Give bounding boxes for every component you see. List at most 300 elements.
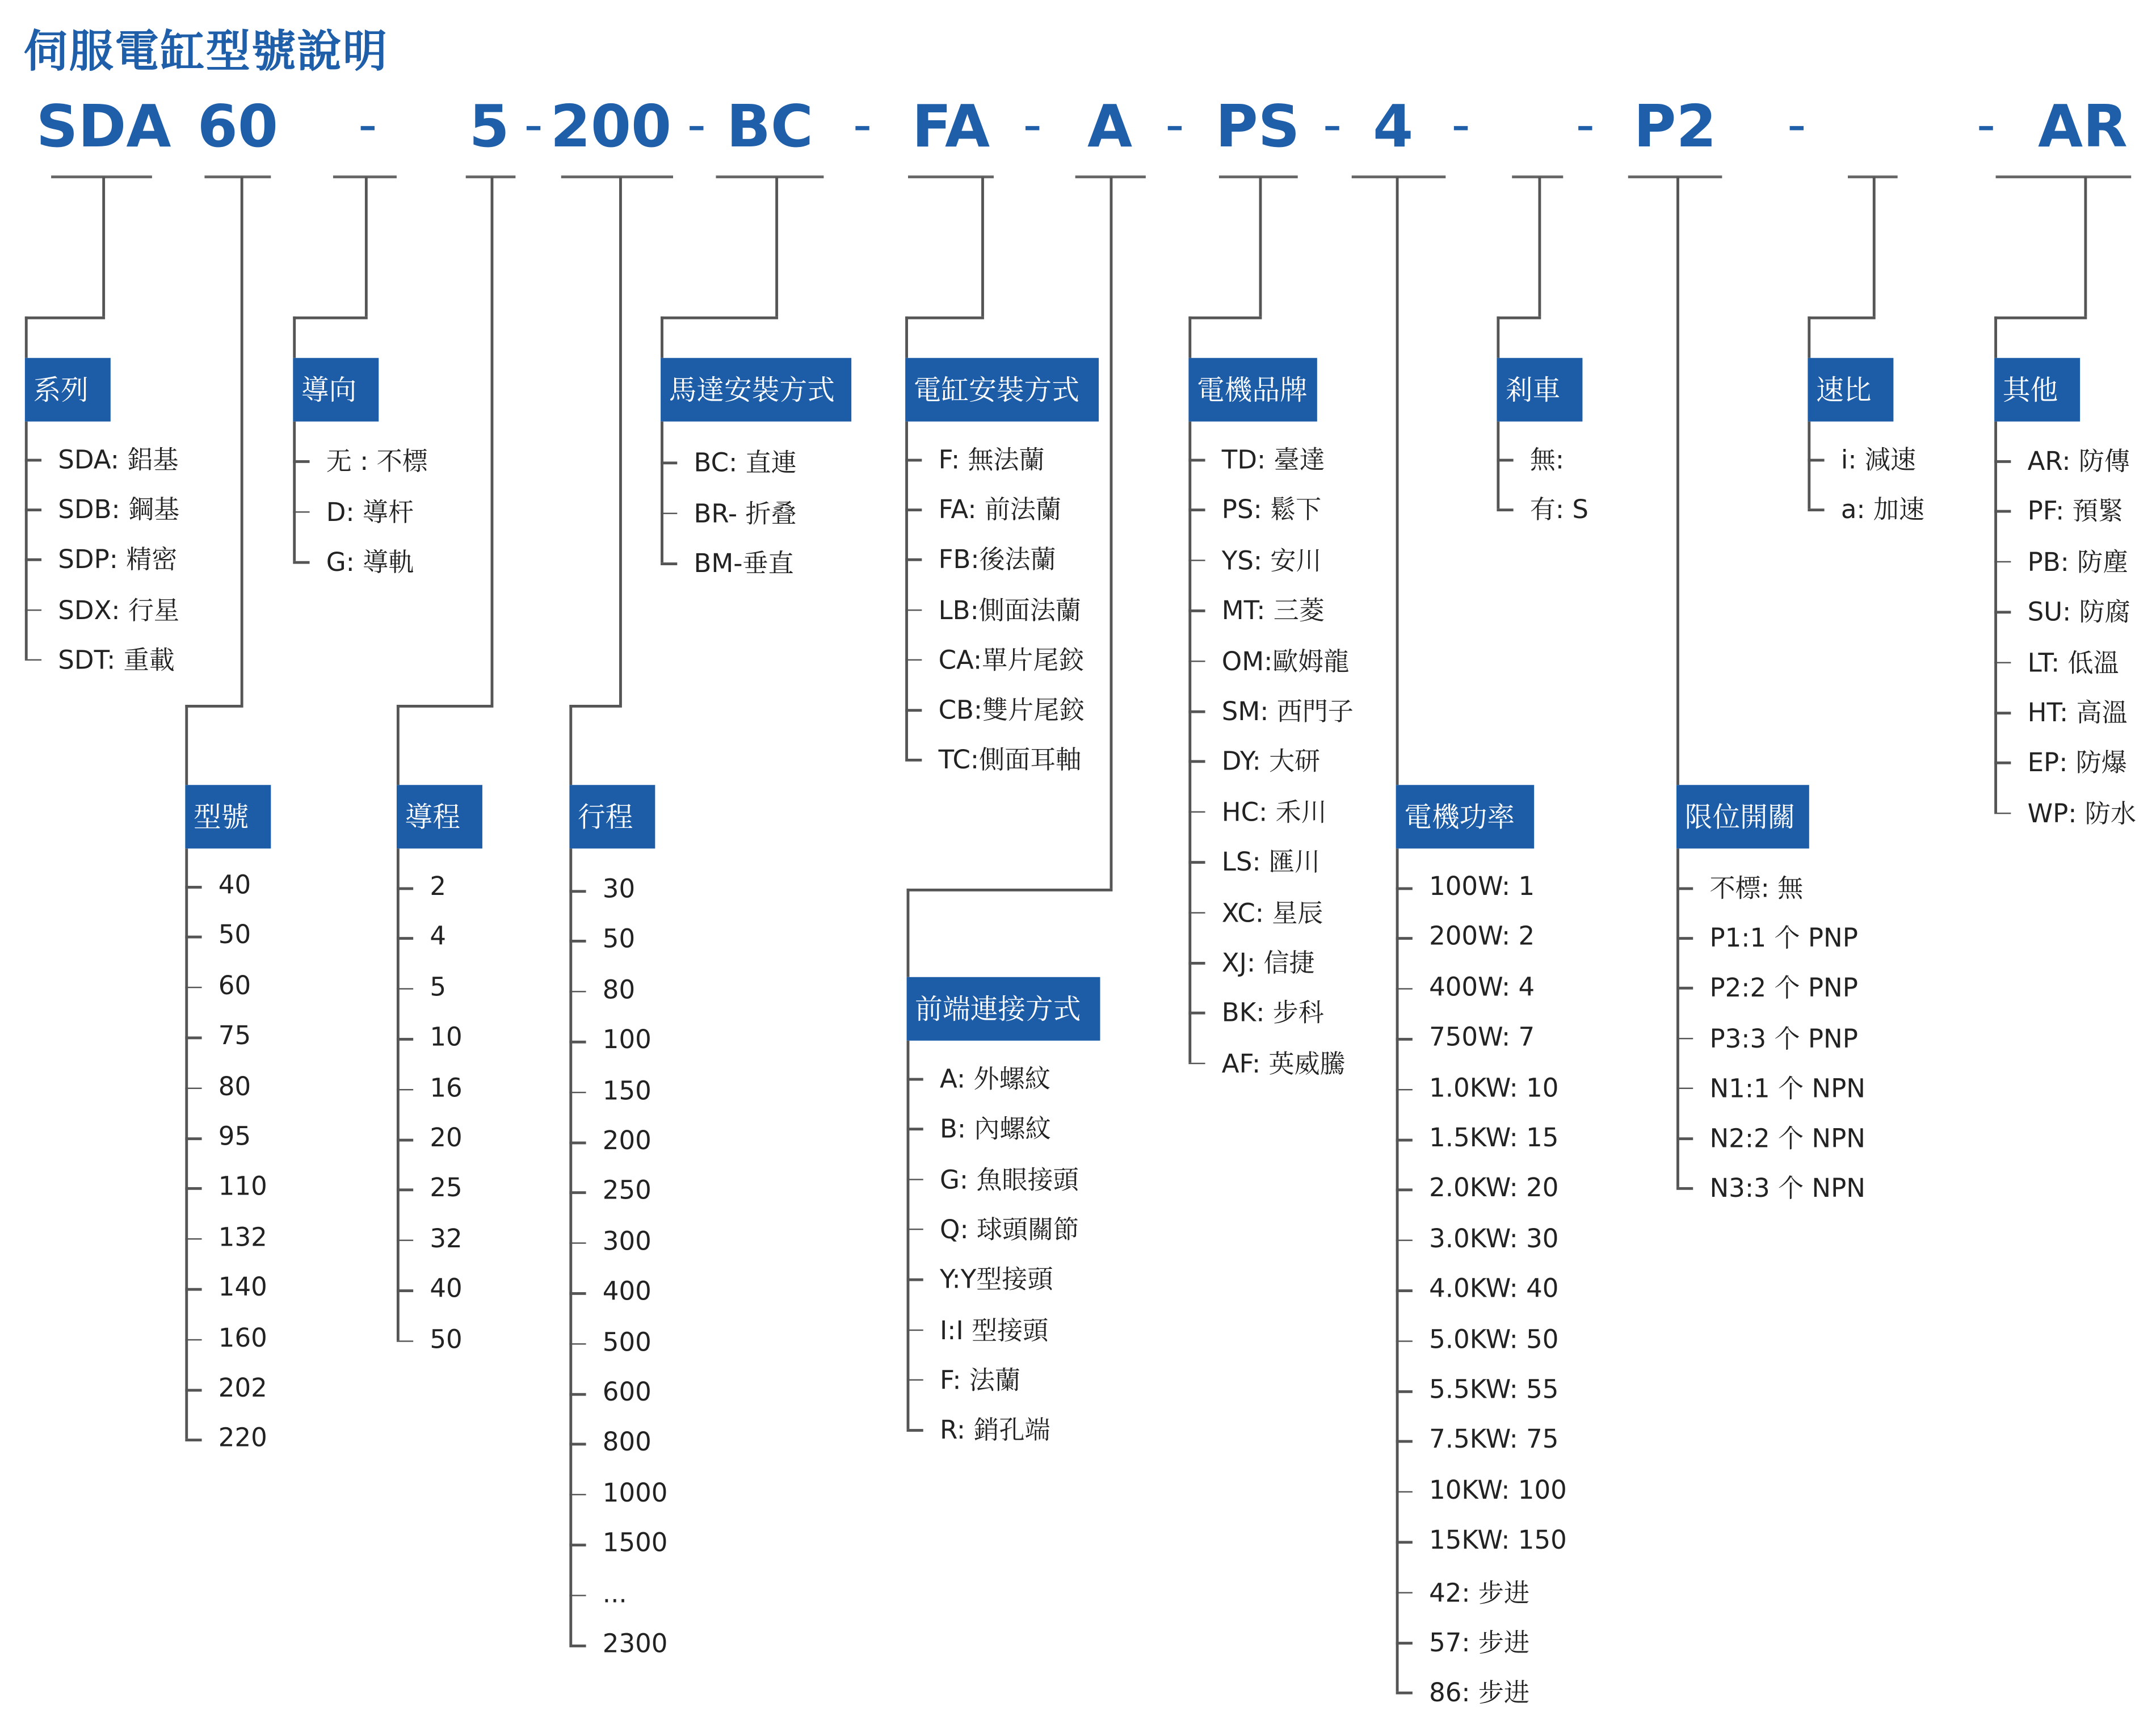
- option-tick: [1396, 988, 1413, 990]
- option-tick: [1676, 1187, 1693, 1189]
- option-tick: [1396, 887, 1413, 889]
- option-tick: [185, 1137, 201, 1139]
- option-item: 202: [218, 1374, 267, 1404]
- option-item: AF: 英威騰: [1221, 1050, 1346, 1079]
- connector-line: [185, 705, 242, 707]
- option-tick: [905, 609, 922, 611]
- option-tick: [1676, 887, 1693, 889]
- option-tick: [185, 1037, 201, 1039]
- option-tree-line: [905, 422, 907, 759]
- option-tick: [1396, 1390, 1413, 1393]
- option-item: CB:雙片尾鉸: [938, 696, 1085, 726]
- option-tick: [293, 511, 309, 513]
- separator-dash: -: [852, 94, 872, 155]
- option-tick: [185, 1439, 201, 1441]
- option-tree-line: [1497, 422, 1499, 508]
- option-tree-line: [1396, 848, 1398, 1692]
- option-tick: [1188, 710, 1205, 713]
- option-item: 1.0KW: 10: [1429, 1074, 1559, 1103]
- code-segment: AR: [2038, 92, 2128, 161]
- option-tick: [1188, 560, 1205, 562]
- code-segment: PS: [1215, 92, 1300, 161]
- option-item: PB: 防塵: [2027, 548, 2129, 578]
- connector-line: [1808, 317, 1875, 319]
- option-tick: [397, 1290, 413, 1292]
- code-underline: [716, 175, 823, 178]
- group-header-guide: 導向: [293, 358, 379, 422]
- connector-line: [25, 317, 27, 358]
- option-item: 140: [218, 1273, 267, 1303]
- option-item: D: 導杆: [326, 498, 414, 528]
- option-item: WP: 防水: [2027, 800, 2136, 829]
- option-tick: [185, 1238, 201, 1241]
- connector-line: [981, 177, 984, 317]
- group-header-power: 電機功率: [1396, 785, 1535, 848]
- option-item: SU: 防腐: [2027, 598, 2130, 628]
- option-tree-line: [907, 1041, 909, 1429]
- option-item: AR: 防傳: [2027, 448, 2130, 477]
- option-tick: [1994, 460, 2011, 462]
- option-tick: [397, 1340, 413, 1342]
- option-tick: [397, 937, 413, 940]
- option-tick: [1396, 1189, 1413, 1191]
- option-tick: [1994, 712, 2011, 714]
- option-tick: [1396, 1088, 1413, 1091]
- separator-dash: -: [1322, 94, 1342, 155]
- option-item: XJ: 信捷: [1221, 949, 1315, 979]
- option-item: YS: 安川: [1221, 546, 1322, 577]
- connector-line: [569, 705, 571, 785]
- option-item: 2.0KW: 20: [1429, 1174, 1559, 1204]
- option-tick: [1396, 1692, 1413, 1694]
- connector-line: [185, 705, 187, 785]
- code-underline: [1352, 175, 1446, 178]
- connector-line: [1497, 317, 1540, 319]
- option-item: 2300: [602, 1630, 668, 1659]
- code-segment: 5: [469, 92, 510, 161]
- option-item: EP: 防爆: [2027, 749, 2127, 779]
- code-underline: [1628, 175, 1722, 178]
- group-header-front: 前端連接方式: [907, 977, 1100, 1041]
- option-tree-line: [293, 422, 295, 561]
- option-item: 600: [602, 1378, 652, 1408]
- option-item: 7.5KW: 75: [1429, 1426, 1559, 1456]
- connector-line: [1808, 317, 1810, 358]
- option-tick: [397, 1189, 413, 1191]
- connector-line: [905, 317, 907, 358]
- option-item: 20: [430, 1124, 463, 1154]
- option-tick: [1188, 911, 1205, 914]
- code-segment: 60: [197, 92, 279, 161]
- page-title: 伺服電缸型號說明: [23, 24, 389, 78]
- option-item: 160: [218, 1324, 267, 1353]
- option-item: 400: [602, 1277, 652, 1307]
- option-tick: [1396, 1239, 1413, 1242]
- connector-line: [1994, 317, 2086, 319]
- option-item: BM-垂直: [694, 550, 794, 579]
- option-item: 200: [602, 1126, 652, 1157]
- option-tick: [1188, 811, 1205, 813]
- option-tick: [661, 512, 677, 514]
- option-item: LS: 匯川: [1221, 848, 1321, 878]
- option-item: 5: [430, 973, 447, 1003]
- group-header-cyl_mount: 電缸安裝方式: [905, 358, 1099, 422]
- connector-line: [619, 177, 621, 705]
- option-item: 132: [218, 1223, 267, 1253]
- option-item: 無:: [1529, 446, 1565, 476]
- option-item: Q: 球頭關節: [940, 1216, 1079, 1245]
- connector-line: [661, 317, 777, 319]
- option-tick: [1188, 1062, 1205, 1065]
- option-tick: [569, 1494, 586, 1496]
- group-header-other: 其他: [1994, 358, 2080, 422]
- option-item: LT: 低溫: [2027, 649, 2119, 678]
- option-item: a: 加速: [1840, 496, 1925, 525]
- option-tick: [1188, 760, 1205, 763]
- code-segment: FA: [911, 92, 990, 161]
- option-tick: [1676, 937, 1693, 940]
- option-tick: [185, 1087, 201, 1090]
- option-tick: [1497, 508, 1513, 511]
- option-item: 75: [218, 1022, 251, 1052]
- code-segment: 4: [1373, 92, 1414, 161]
- group-header-stroke: 行程: [569, 785, 655, 848]
- option-item: 25: [430, 1174, 463, 1204]
- option-item: 5.5KW: 55: [1429, 1376, 1559, 1405]
- option-item: 4: [430, 923, 447, 952]
- group-header-motor_mount: 馬達安裝方式: [661, 358, 851, 422]
- option-item: SM: 西門子: [1221, 697, 1354, 727]
- option-item: P2:2 个 PNP: [1709, 974, 1858, 1004]
- connector-line: [1538, 177, 1540, 317]
- code-underline: [561, 175, 673, 178]
- option-tick: [569, 1393, 586, 1395]
- option-item: 300: [602, 1227, 652, 1257]
- separator-dash: -: [524, 94, 543, 155]
- option-tick: [1676, 1137, 1693, 1139]
- option-item: 2: [430, 872, 447, 902]
- connector-line: [102, 177, 104, 317]
- option-tick: [185, 1389, 201, 1391]
- option-tick: [185, 886, 201, 888]
- option-tick: [1994, 561, 2011, 563]
- group-header-ratio: 速比: [1808, 358, 1893, 422]
- option-item: N2:2 个 NPN: [1709, 1125, 1865, 1154]
- code-underline: [1219, 175, 1298, 178]
- connector-line: [1188, 317, 1191, 358]
- option-item: 不標: 無: [1709, 874, 1804, 904]
- option-item: 无 : 不標: [326, 448, 428, 477]
- option-item: F: 法蘭: [940, 1366, 1021, 1396]
- option-item: SDB: 鋼基: [58, 496, 180, 525]
- option-item: 40: [218, 871, 251, 901]
- option-tick: [397, 1139, 413, 1141]
- option-item: 100W: 1: [1429, 872, 1535, 902]
- option-tick: [569, 1594, 586, 1596]
- option-tick: [1396, 1038, 1413, 1040]
- option-item: SDT: 重載: [58, 646, 175, 676]
- option-tick: [569, 1192, 586, 1194]
- option-item: 750W: 7: [1429, 1023, 1535, 1053]
- option-item: HC: 禾川: [1221, 798, 1327, 828]
- option-item: OM:歐姆龍: [1221, 647, 1350, 677]
- option-tick: [569, 1142, 586, 1144]
- group-header-brand: 電機品牌: [1188, 358, 1317, 422]
- option-tick: [569, 991, 586, 993]
- group-header-limit: 限位開關: [1676, 785, 1809, 848]
- option-item: 50: [430, 1325, 463, 1355]
- option-tick: [1188, 609, 1205, 612]
- option-tick: [905, 709, 922, 711]
- option-item: A: 外螺紋: [940, 1065, 1050, 1095]
- option-tick: [1396, 1541, 1413, 1544]
- option-tick: [569, 940, 586, 943]
- option-item: 3.0KW: 30: [1429, 1225, 1559, 1254]
- option-tick: [905, 559, 922, 561]
- option-item: 57: 步进: [1429, 1629, 1530, 1659]
- connector-line: [907, 889, 909, 977]
- code-segment: 200: [550, 92, 672, 161]
- connector-line: [25, 317, 104, 319]
- option-tick: [905, 659, 922, 661]
- option-tick: [907, 1279, 923, 1281]
- option-item: P3:3 个 PNP: [1709, 1025, 1858, 1054]
- option-tick: [569, 1292, 586, 1294]
- option-item: BK: 步科: [1221, 999, 1324, 1029]
- option-item: XC: 星辰: [1221, 899, 1323, 928]
- option-tick: [397, 1088, 413, 1091]
- option-item: i: 減速: [1840, 446, 1916, 476]
- option-tick: [569, 1242, 586, 1244]
- option-tick: [185, 1188, 201, 1190]
- option-tick: [1396, 1441, 1413, 1443]
- option-tick: [1676, 1037, 1693, 1040]
- connector-line: [491, 177, 493, 705]
- option-item: R: 銷孔端: [940, 1416, 1050, 1446]
- option-item: 42: 步进: [1429, 1579, 1530, 1608]
- option-tick: [907, 1078, 923, 1080]
- option-item: 80: [218, 1073, 251, 1102]
- option-item: 10: [430, 1023, 463, 1053]
- option-item: SDP: 精密: [58, 546, 178, 576]
- option-tick: [25, 559, 41, 561]
- code-segment: BC: [726, 92, 813, 161]
- option-item: FA: 前法蘭: [938, 496, 1062, 525]
- option-tick: [397, 1239, 413, 1242]
- option-item: TD: 臺達: [1221, 446, 1325, 476]
- option-item: BR- 折叠: [694, 499, 797, 529]
- option-tick: [1396, 1642, 1413, 1644]
- option-item: SDX: 行星: [58, 596, 180, 626]
- option-tick: [1676, 987, 1693, 990]
- option-tick: [1396, 1491, 1413, 1493]
- option-tick: [1994, 611, 2011, 613]
- option-tick: [905, 509, 922, 511]
- option-tick: [185, 986, 201, 989]
- option-tick: [1396, 1139, 1413, 1141]
- connector-line: [1994, 317, 1997, 358]
- separator-dash: -: [1976, 94, 1996, 155]
- option-item: BC: 直連: [694, 449, 797, 478]
- group-header-brake: 剎車: [1497, 358, 1582, 422]
- separator-dash: -: [1023, 94, 1042, 155]
- option-item: 95: [218, 1122, 251, 1152]
- option-tick: [185, 1288, 201, 1290]
- option-item: CA:單片尾鉸: [938, 646, 1085, 676]
- option-item: ...: [602, 1579, 627, 1609]
- option-item: PS: 鬆下: [1221, 497, 1322, 526]
- connector-line: [2084, 177, 2086, 317]
- option-tick: [907, 1229, 923, 1231]
- option-tick: [905, 459, 922, 461]
- option-tick: [907, 1178, 923, 1180]
- option-item: 40: [430, 1275, 463, 1305]
- option-tick: [905, 759, 922, 761]
- option-tick: [1188, 509, 1205, 511]
- connector-line: [661, 317, 663, 358]
- connector-line: [569, 705, 621, 707]
- connector-line: [1188, 317, 1261, 319]
- code-segment: SDA: [36, 92, 171, 161]
- option-item: SDA: 鋁基: [58, 446, 179, 476]
- option-tick: [569, 1041, 586, 1043]
- option-item: 100: [602, 1026, 652, 1056]
- option-item: N3:3 个 NPN: [1709, 1175, 1865, 1204]
- connector-line: [1497, 317, 1499, 358]
- code-underline: [51, 175, 152, 178]
- option-item: G: 魚眼接頭: [940, 1166, 1079, 1195]
- group-header-lead: 導程: [397, 785, 482, 848]
- option-item: 1500: [602, 1529, 668, 1559]
- option-item: P1:1 个 PNP: [1709, 924, 1858, 954]
- connector-line: [1396, 177, 1398, 785]
- option-tick: [1808, 508, 1824, 511]
- option-tick: [293, 460, 309, 462]
- option-tick: [569, 1645, 586, 1647]
- option-tick: [1994, 762, 2011, 764]
- option-tick: [569, 1544, 586, 1546]
- connector-line: [397, 705, 399, 785]
- option-tree-line: [1676, 848, 1679, 1187]
- option-tick: [1188, 1012, 1205, 1015]
- option-item: 500: [602, 1328, 652, 1357]
- option-tick: [569, 890, 586, 892]
- connector-line: [907, 889, 1112, 891]
- option-item: 10KW: 100: [1429, 1476, 1567, 1506]
- option-tick: [1497, 459, 1513, 461]
- option-tick: [569, 1091, 586, 1094]
- connector-line: [775, 177, 777, 317]
- option-item: 80: [602, 976, 636, 1006]
- option-tick: [907, 1379, 923, 1381]
- option-tick: [1188, 459, 1205, 461]
- option-tick: [25, 459, 41, 461]
- option-tree-line: [661, 422, 663, 562]
- option-tick: [661, 562, 677, 565]
- option-item: TC:側面耳軸: [938, 746, 1082, 776]
- option-tick: [25, 609, 41, 611]
- connector-line: [1676, 177, 1679, 785]
- code-segment: A: [1087, 92, 1133, 161]
- option-tick: [1676, 1087, 1693, 1090]
- option-tick: [907, 1329, 923, 1331]
- group-header-series: 系列: [25, 358, 111, 422]
- connector-line: [293, 317, 367, 319]
- option-tick: [907, 1128, 923, 1130]
- separator-dash: -: [1575, 94, 1595, 155]
- option-item: FB:後法蘭: [938, 546, 1056, 576]
- option-tick: [1994, 511, 2011, 513]
- option-item: 400W: 4: [1429, 973, 1535, 1003]
- option-item: 30: [602, 875, 636, 905]
- separator-dash: -: [1451, 94, 1470, 155]
- option-tick: [1808, 459, 1824, 461]
- option-tick: [1396, 937, 1413, 940]
- option-item: PF: 預緊: [2027, 498, 2124, 527]
- option-item: 50: [218, 922, 251, 951]
- option-item: 60: [218, 972, 251, 1001]
- option-tick: [569, 1443, 586, 1445]
- option-tick: [293, 561, 309, 564]
- separator-dash: -: [1165, 94, 1184, 155]
- option-item: 16: [430, 1074, 463, 1103]
- separator-dash: -: [358, 94, 377, 155]
- option-tree-line: [397, 848, 399, 1340]
- option-item: 1.5KW: 15: [1429, 1124, 1559, 1154]
- option-item: N1:1 个 NPN: [1709, 1075, 1865, 1104]
- option-item: 220: [218, 1424, 267, 1454]
- connector-line: [1873, 177, 1875, 317]
- option-tick: [1188, 861, 1205, 864]
- option-item: Y:Y型接頭: [940, 1266, 1053, 1296]
- option-tree-line: [569, 848, 571, 1645]
- separator-dash: -: [687, 94, 707, 155]
- option-item: 32: [430, 1225, 463, 1254]
- code-underline: [1996, 175, 2132, 178]
- option-item: 4.0KW: 40: [1429, 1275, 1559, 1305]
- option-tick: [661, 461, 677, 464]
- option-tick: [1188, 660, 1205, 662]
- option-item: 150: [602, 1077, 652, 1106]
- connector-line: [397, 705, 493, 707]
- option-item: DY: 大研: [1221, 748, 1321, 777]
- option-item: 86: 步进: [1429, 1679, 1530, 1709]
- option-item: 110: [218, 1173, 267, 1202]
- option-item: I:I 型接頭: [940, 1316, 1049, 1345]
- option-tick: [25, 659, 41, 661]
- option-tick: [1396, 1591, 1413, 1593]
- option-tick: [397, 988, 413, 990]
- option-tree-line: [1994, 422, 1997, 813]
- option-item: G: 導軌: [326, 548, 414, 578]
- option-tick: [397, 887, 413, 889]
- option-tick: [397, 1038, 413, 1040]
- connector-line: [1110, 177, 1112, 889]
- option-item: 250: [602, 1177, 652, 1206]
- option-item: 15KW: 150: [1429, 1527, 1567, 1556]
- option-tick: [1994, 662, 2011, 664]
- option-tick: [1994, 812, 2011, 814]
- option-item: 有: S: [1529, 496, 1589, 525]
- option-item: F: 無法蘭: [938, 446, 1045, 476]
- connector-line: [1259, 177, 1262, 317]
- option-item: HT: 高溫: [2027, 699, 2128, 729]
- option-item: LB:側面法蘭: [938, 596, 1081, 626]
- option-item: 200W: 2: [1429, 923, 1535, 952]
- option-tree-line: [1808, 422, 1810, 508]
- option-item: 50: [602, 926, 636, 955]
- connector-line: [293, 317, 295, 358]
